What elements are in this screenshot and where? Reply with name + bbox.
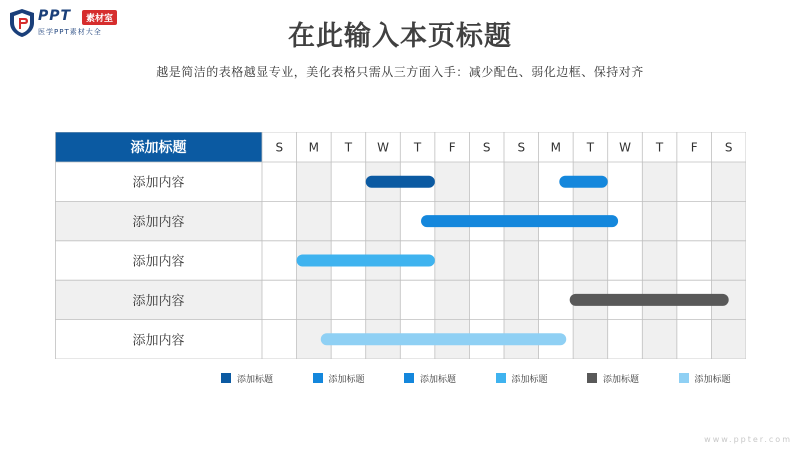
legend-swatch	[221, 373, 231, 383]
task-bar	[570, 294, 729, 306]
legend-item	[313, 371, 365, 385]
legend-swatch	[679, 373, 689, 383]
legend-item	[496, 371, 548, 385]
day-label: S	[482, 140, 491, 155]
legend-label: 添加标题	[237, 374, 274, 385]
page-subtitle: 越是简洁的表格越显专业，美化表格只需从三方面入手：减少配色、弱化边框、保持对齐	[156, 65, 644, 79]
day-column-shade	[435, 162, 470, 359]
day-label: T	[586, 140, 595, 155]
logo-subtitle: 医学PPT素材大全	[38, 28, 102, 36]
day-label: F	[448, 140, 456, 155]
row-label: 添加内容	[132, 293, 185, 309]
watermark: www.ppter.com	[704, 435, 792, 444]
row-label: 添加内容	[132, 333, 185, 349]
day-label: S	[517, 140, 526, 155]
legend-item	[679, 371, 731, 385]
day-column-shade	[504, 162, 539, 359]
legend-item	[404, 371, 456, 385]
day-label: S	[724, 140, 733, 155]
day-label: T	[413, 140, 422, 155]
legend-swatch	[313, 373, 323, 383]
day-label: F	[690, 140, 698, 155]
task-bar	[297, 255, 435, 267]
legend-label: 添加标题	[328, 374, 365, 385]
legend-swatch	[496, 373, 506, 383]
legend-swatch	[587, 373, 597, 383]
day-column-shade	[573, 162, 608, 359]
task-bar	[421, 215, 618, 227]
day-label: S	[275, 140, 284, 155]
row-label: 添加内容	[132, 215, 185, 231]
row-label: 添加内容	[132, 254, 185, 270]
legend-item	[587, 371, 639, 385]
row-label: 添加内容	[132, 175, 185, 191]
chart-legend	[0, 371, 800, 385]
day-column-shade	[642, 162, 677, 359]
gantt-chart	[55, 132, 746, 359]
task-bar	[559, 176, 607, 188]
task-bar	[366, 176, 435, 188]
header-label: 添加标题	[130, 140, 187, 156]
legend-label: 添加标题	[511, 374, 548, 385]
day-column-shade	[711, 162, 746, 359]
legend-item	[221, 371, 273, 385]
day-label: W	[377, 140, 389, 155]
page-title: 在此输入本页标题	[288, 21, 512, 52]
day-label: M	[550, 140, 562, 155]
day-label: W	[619, 140, 631, 155]
legend-swatch	[404, 373, 414, 383]
day-label: T	[655, 140, 664, 155]
legend-label: 添加标题	[420, 374, 457, 385]
logo-brand: PPT	[38, 8, 72, 24]
legend-label: 添加标题	[603, 374, 640, 385]
legend-label: 添加标题	[694, 374, 731, 385]
logo-tag: 素材室	[82, 10, 117, 25]
day-label: M	[308, 140, 320, 155]
task-bar	[321, 333, 566, 345]
day-label: T	[344, 140, 353, 155]
